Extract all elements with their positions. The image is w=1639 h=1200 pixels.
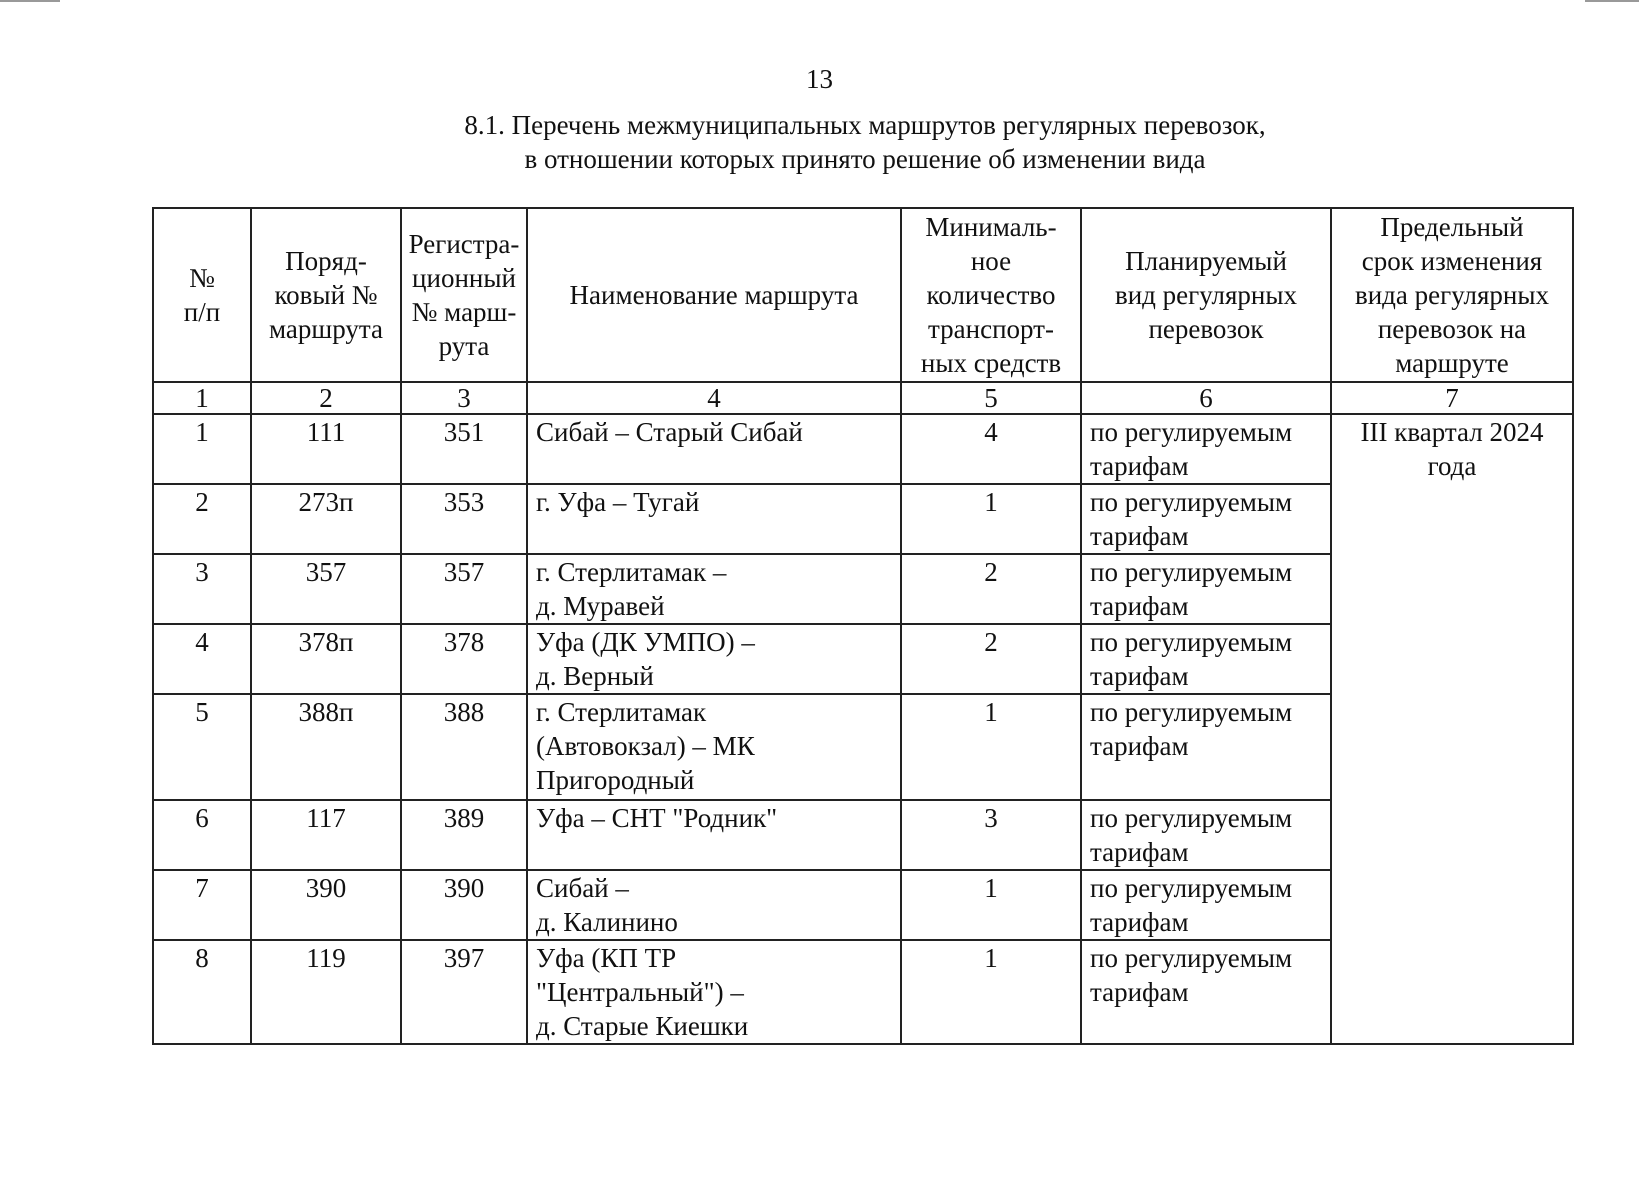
header-cell: Предельный срок изменения вида регулярных перевозок на маршруте (1331, 208, 1573, 382)
row-number: 2 (153, 484, 251, 554)
route-name: Уфа – СНТ "Родник" (527, 800, 901, 870)
transport-type: по регулируемым тарифам (1081, 940, 1331, 1044)
min-vehicles: 4 (901, 414, 1081, 484)
row-number: 6 (153, 800, 251, 870)
header-cell: Поряд- ковый № маршрута (251, 208, 401, 382)
column-number: 4 (527, 382, 901, 414)
scan-artifact (0, 0, 60, 2)
route-name: Уфа (ДК УМПО) – д. Верный (527, 624, 901, 694)
title-line-2: в отношении которых принято решение об изменении вида (524, 144, 1206, 174)
table-header-row (153, 208, 1573, 382)
header-cell: Минималь- ное количество транспорт- ных средств (901, 208, 1081, 382)
transport-type: по регулируемым тарифам (1081, 554, 1331, 624)
row-number: 1 (153, 414, 251, 484)
order-number: 111 (251, 414, 401, 484)
row-number: 4 (153, 624, 251, 694)
order-number: 119 (251, 940, 401, 1044)
transport-type: по регулируемым тарифам (1081, 624, 1331, 694)
order-number: 357 (251, 554, 401, 624)
header-cell: Наименование маршрута (527, 208, 901, 382)
order-number: 388п (251, 694, 401, 800)
registration-number: 388 (401, 694, 527, 800)
min-vehicles: 2 (901, 624, 1081, 694)
min-vehicles: 3 (901, 800, 1081, 870)
registration-number: 389 (401, 800, 527, 870)
order-number: 390 (251, 870, 401, 940)
column-number: 6 (1081, 382, 1331, 414)
page-number: 13 (806, 64, 833, 94)
column-number: 3 (401, 382, 527, 414)
column-number: 5 (901, 382, 1081, 414)
route-name: г. Стерлитамак – д. Муравей (527, 554, 901, 624)
order-number: 273п (251, 484, 401, 554)
row-number: 3 (153, 554, 251, 624)
transport-type: по регулируемым тарифам (1081, 870, 1331, 940)
routes-table (152, 207, 1574, 1045)
document-title (0, 108, 1639, 176)
registration-number: 378 (401, 624, 527, 694)
min-vehicles: 1 (901, 484, 1081, 554)
row-number: 7 (153, 870, 251, 940)
transport-type: по регулируемым тарифам (1081, 414, 1331, 484)
header-cell: Регистра- ционный № марш- рута (401, 208, 527, 382)
transport-type: по регулируемым тарифам (1081, 484, 1331, 554)
registration-number: 353 (401, 484, 527, 554)
header-cell: № п/п (153, 208, 251, 382)
column-number-row (153, 382, 1573, 414)
transport-type: по регулируемым тарифам (1081, 800, 1331, 870)
route-name: Сибай – д. Калинино (527, 870, 901, 940)
row-number: 5 (153, 694, 251, 800)
column-number: 7 (1331, 382, 1573, 414)
route-name: г. Стерлитамак (Автовокзал) – МК Пригородный (527, 694, 901, 800)
registration-number: 397 (401, 940, 527, 1044)
min-vehicles: 2 (901, 554, 1081, 624)
order-number: 378п (251, 624, 401, 694)
registration-number: 357 (401, 554, 527, 624)
route-name: г. Уфа – Тугай (527, 484, 901, 554)
column-number: 1 (153, 382, 251, 414)
scan-artifact (1585, 0, 1639, 2)
deadline-cell: III квартал 2024 года (1331, 414, 1573, 1044)
table-row (153, 414, 1573, 484)
title-line-1: 8.1. Перечень межмуниципальных маршрутов регулярных перевозок, (464, 110, 1266, 140)
registration-number: 390 (401, 870, 527, 940)
transport-type: по регулируемым тарифам (1081, 694, 1331, 800)
min-vehicles: 1 (901, 870, 1081, 940)
row-number: 8 (153, 940, 251, 1044)
order-number: 117 (251, 800, 401, 870)
route-name: Сибай – Старый Сибай (527, 414, 901, 484)
header-cell: Планируемый вид регулярных перевозок (1081, 208, 1331, 382)
min-vehicles: 1 (901, 940, 1081, 1044)
min-vehicles: 1 (901, 694, 1081, 800)
route-name: Уфа (КП ТР "Центральный") – д. Старые Киешки (527, 940, 901, 1044)
registration-number: 351 (401, 414, 527, 484)
column-number: 2 (251, 382, 401, 414)
